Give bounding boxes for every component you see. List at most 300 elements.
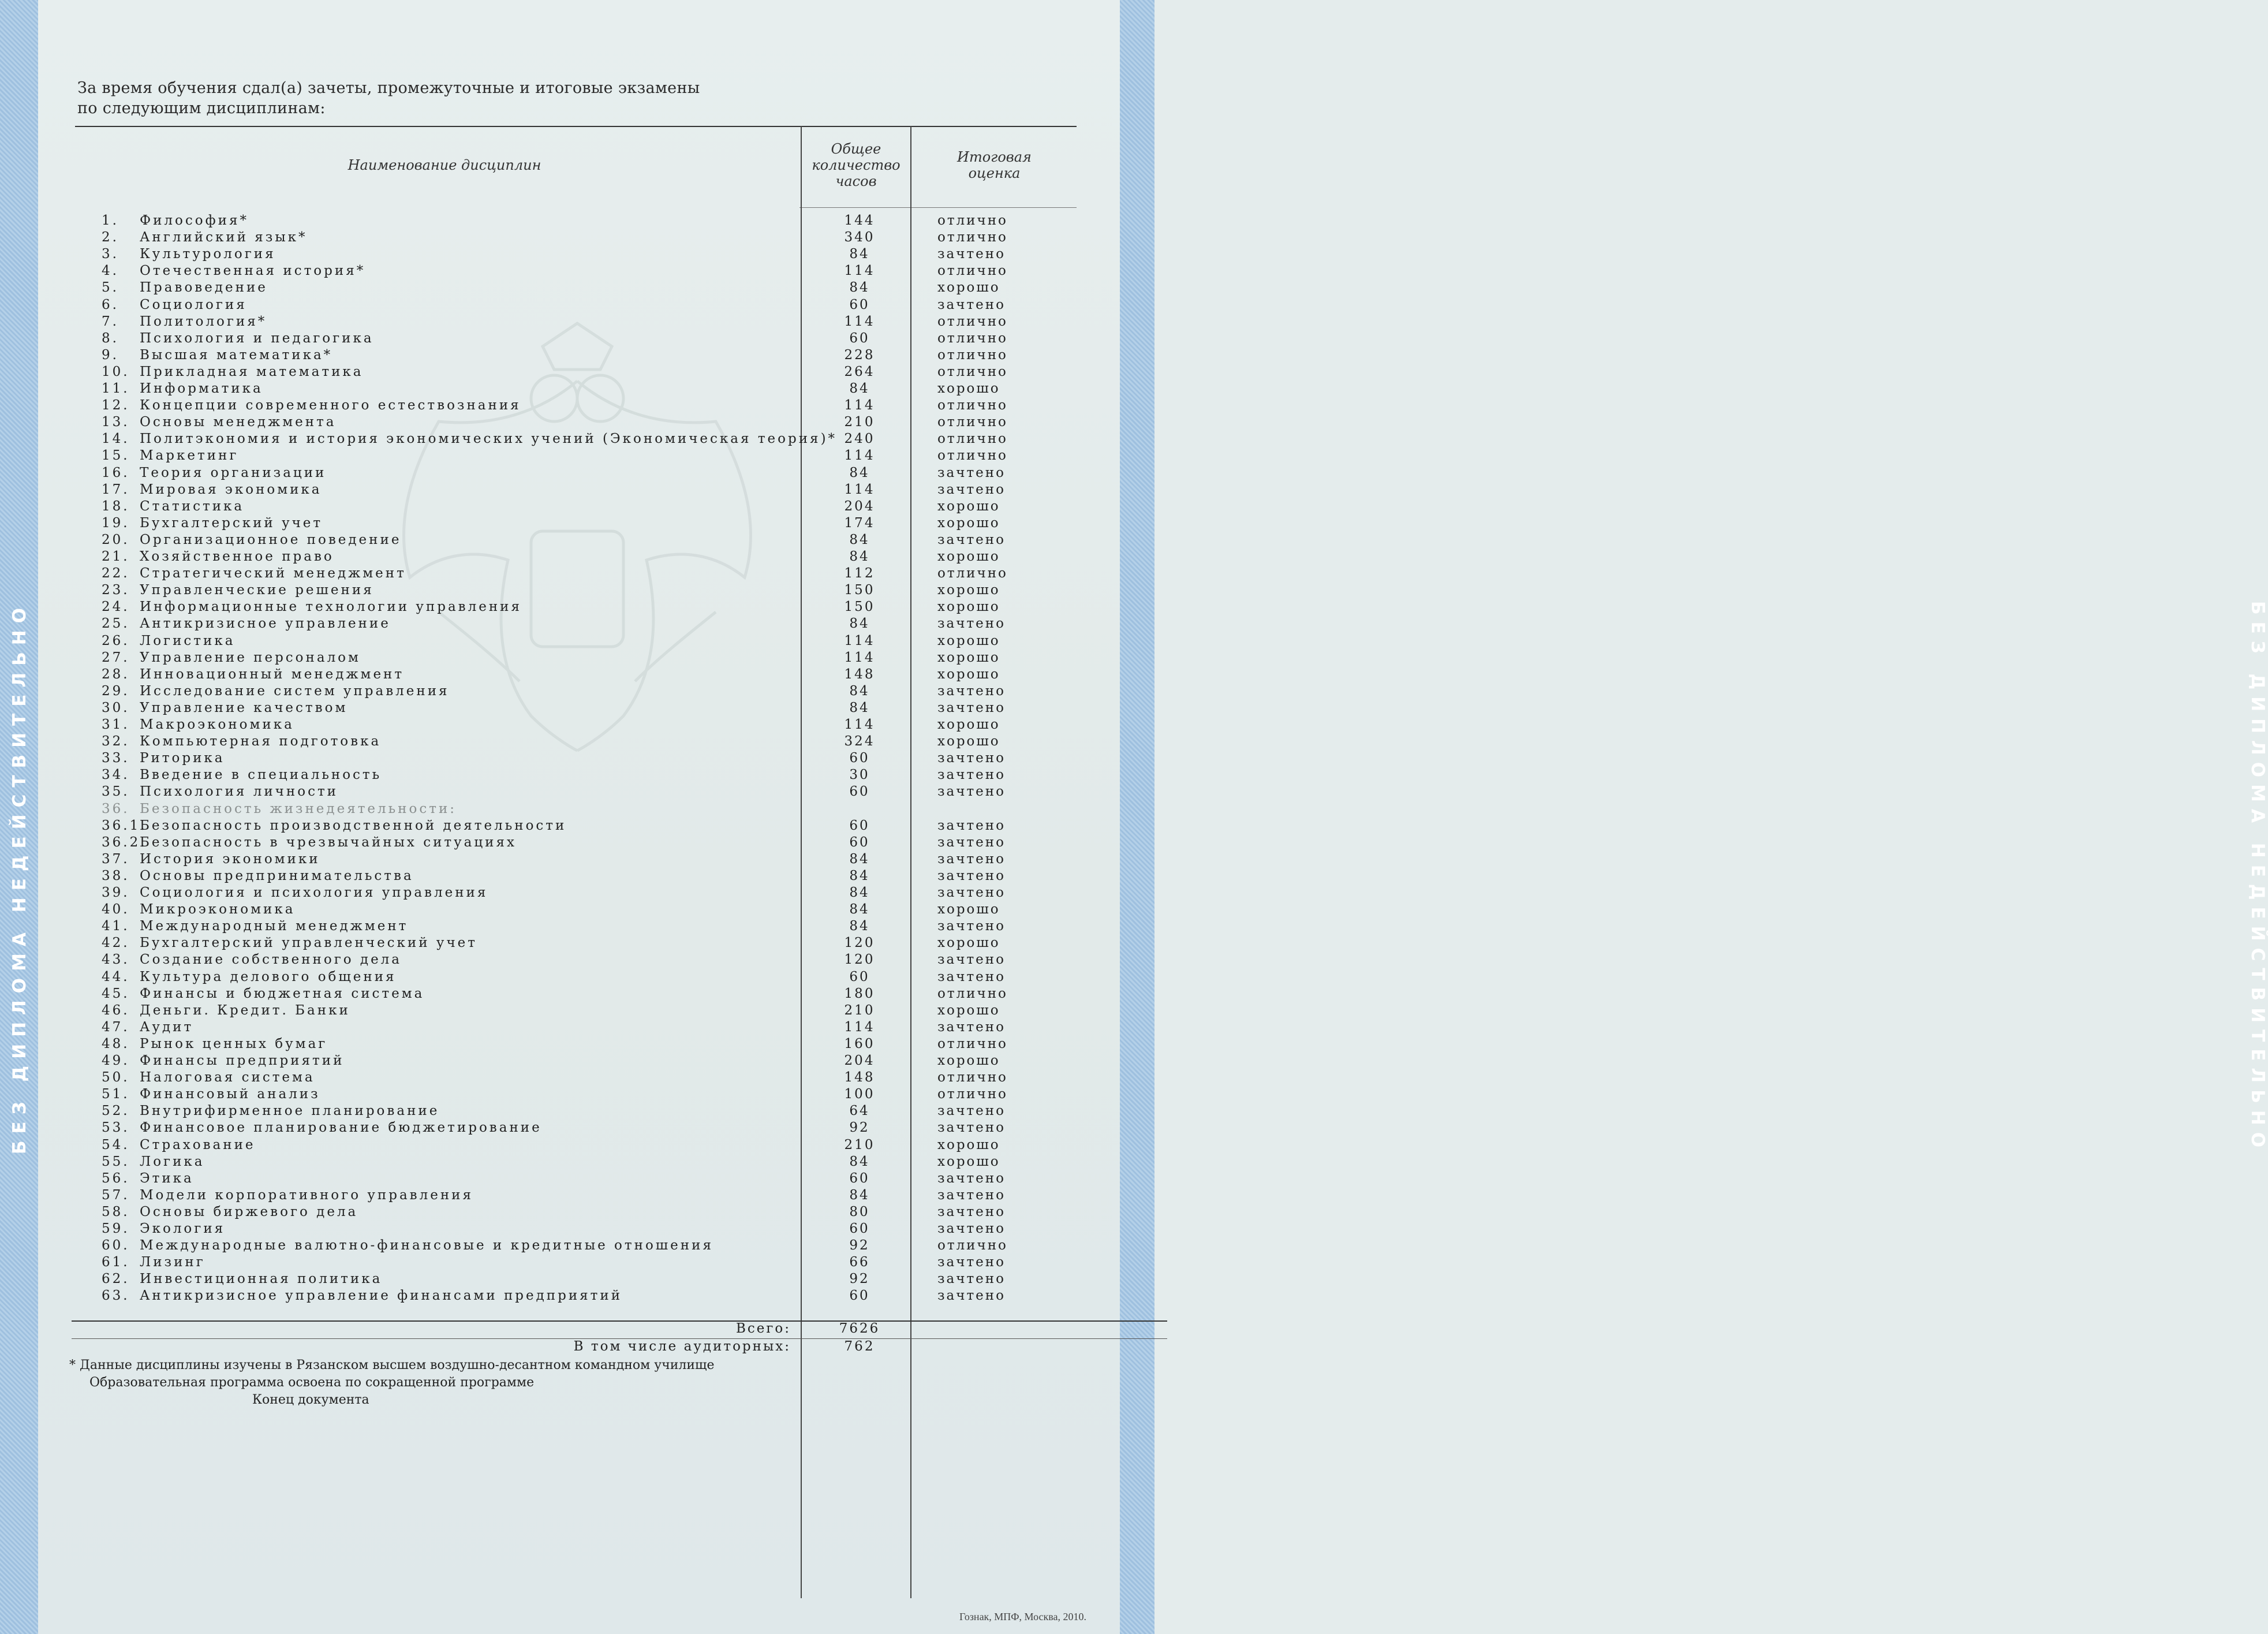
discipline-hours: 60	[849, 297, 870, 312]
discipline-name: Финансы предприятий	[140, 1053, 345, 1068]
discipline-name: Культура делового общения	[140, 969, 397, 984]
discipline-name: Стратегический менеджмент	[140, 566, 406, 581]
discipline-grade: зачтено	[937, 767, 1006, 783]
discipline-name: Макроэкономика	[140, 717, 294, 732]
table-row	[0, 1003, 1154, 1020]
table-row	[0, 280, 1154, 297]
discipline-name: Финансовый анализ	[140, 1087, 320, 1102]
table-row	[0, 700, 1154, 717]
table-row	[0, 1238, 1154, 1255]
row-number: 22.	[102, 566, 130, 581]
discipline-name: Модели корпоративного управления	[140, 1187, 474, 1203]
discipline-grade: зачтено	[937, 297, 1006, 312]
discipline-grade: хорошо	[937, 381, 1000, 396]
discipline-name: Правоведение	[140, 280, 268, 296]
discipline-grade: хорошо	[937, 498, 1000, 514]
discipline-hours: 84	[849, 851, 870, 867]
discipline-hours: 92	[849, 1271, 870, 1287]
discipline-grade: зачтено	[937, 919, 1006, 934]
discipline-hours: 204	[844, 1053, 875, 1068]
discipline-grade: хорошо	[937, 734, 1000, 749]
discipline-hours: 66	[849, 1255, 870, 1270]
discipline-hours: 60	[849, 1170, 870, 1186]
discipline-grade: хорошо	[937, 666, 1000, 682]
table-row	[0, 415, 1154, 431]
printer-imprint: Гознак, МПФ, Москва, 2010.	[959, 1611, 1087, 1622]
row-number: 20.	[102, 532, 130, 547]
discipline-grade: хорошо	[937, 599, 1000, 615]
discipline-grade: отлично	[937, 566, 1008, 581]
row-number: 48.	[102, 1036, 130, 1051]
row-number: 59.	[102, 1221, 130, 1236]
discipline-grade: зачтено	[937, 1120, 1006, 1136]
discipline-hours: 92	[849, 1238, 870, 1254]
row-number: 51.	[102, 1087, 130, 1102]
table-row	[0, 314, 1154, 331]
discipline-grade: зачтено	[937, 1187, 1006, 1203]
table-row	[0, 566, 1154, 583]
table-row	[0, 1070, 1154, 1087]
discipline-name: Создание собственного дела	[140, 952, 402, 968]
discipline-grade: отлично	[937, 431, 1008, 447]
header-grade-line-2: оценка	[968, 165, 1021, 181]
row-number: 10.	[102, 364, 130, 379]
discipline-hours: 340	[844, 230, 875, 245]
row-number: 53.	[102, 1120, 130, 1136]
discipline-hours: 30	[849, 767, 870, 783]
discipline-grade: зачтено	[937, 952, 1006, 968]
table-row	[0, 516, 1154, 532]
table-row	[0, 381, 1154, 398]
row-number: 39.	[102, 885, 130, 900]
discipline-grade: хорошо	[937, 1053, 1000, 1068]
discipline-hours: 240	[844, 431, 875, 447]
row-number: 36.1.	[102, 818, 147, 833]
table-row	[0, 684, 1154, 700]
table-row	[0, 448, 1154, 465]
discipline-hours: 210	[844, 1002, 875, 1018]
discipline-name: Безопасность жизнедеятельности:	[140, 801, 457, 816]
table-row	[0, 1271, 1154, 1288]
discipline-grade: зачтено	[937, 465, 1006, 480]
table-row	[0, 1137, 1154, 1154]
discipline-hours: 114	[844, 314, 875, 329]
intro-line-1: За время обучения сдал(а) зачеты, промежуточные и итоговые экзамены	[77, 79, 700, 97]
table-row	[0, 1288, 1154, 1305]
discipline-grade: зачтено	[937, 1170, 1006, 1186]
discipline-name: Логика	[140, 1154, 205, 1169]
discipline-name: Риторика	[140, 751, 225, 766]
row-number: 23.	[102, 583, 130, 598]
auditory-hours-value: 762	[844, 1339, 875, 1354]
discipline-name: Бухгалтерский управленческий учет	[140, 935, 477, 951]
discipline-grade: зачтено	[937, 616, 1006, 632]
discipline-grade: зачтено	[937, 247, 1006, 262]
table-row	[0, 1120, 1154, 1137]
total-hours-label: Всего:	[735, 1321, 791, 1336]
discipline-hours: 84	[849, 465, 870, 480]
row-number: 31.	[102, 717, 130, 732]
discipline-name: Теория организации	[140, 465, 327, 480]
discipline-name: История экономики	[140, 851, 320, 867]
discipline-name: Финансовое планирование бюджетирование	[140, 1120, 542, 1136]
end-of-document: Конец документа	[252, 1393, 369, 1407]
discipline-hours: 84	[849, 919, 870, 934]
discipline-name: Внутрифирменное планирование	[140, 1103, 440, 1119]
discipline-hours: 174	[844, 515, 875, 531]
discipline-hours: 150	[844, 599, 875, 615]
row-number: 45.	[102, 986, 130, 1001]
discipline-name: Введение в специальность	[140, 767, 382, 783]
discipline-hours: 114	[844, 633, 875, 648]
table-row	[0, 499, 1154, 516]
table-row	[0, 969, 1154, 986]
discipline-name: Политэкономия и история экономических учений (Экономическая теория)*	[140, 431, 838, 447]
discipline-name: Безопасность в чрезвычайных ситуациях	[140, 834, 517, 850]
table-top-rule	[75, 126, 1077, 127]
table-row	[0, 616, 1154, 633]
discipline-grade: отлично	[937, 1036, 1008, 1051]
discipline-hours: 60	[849, 969, 870, 984]
row-number: 12.	[102, 398, 130, 413]
table-row	[0, 549, 1154, 566]
discipline-name: Международный менеджмент	[140, 919, 409, 934]
row-number: 38.	[102, 868, 130, 883]
discipline-hours: 84	[849, 381, 870, 396]
discipline-grade: зачтено	[937, 532, 1006, 547]
discipline-grade: зачтено	[937, 1019, 1006, 1035]
header-bottom-rule	[799, 207, 1077, 208]
table-row	[0, 465, 1154, 482]
discipline-grade: отлично	[937, 415, 1008, 430]
row-number: 33.	[102, 751, 130, 766]
intro-line-2: по следующим дисциплинам:	[77, 99, 326, 117]
discipline-grade: отлично	[937, 330, 1008, 346]
discipline-hours: 112	[844, 566, 875, 581]
row-number: 41.	[102, 919, 130, 934]
discipline-grade: зачтено	[937, 851, 1006, 867]
row-number: 24.	[102, 599, 130, 615]
discipline-name: Английский язык*	[140, 230, 308, 245]
discipline-grade: зачтено	[937, 784, 1006, 800]
discipline-hours: 114	[844, 398, 875, 413]
discipline-grade: отлично	[937, 1238, 1008, 1254]
table-row	[0, 1255, 1154, 1271]
table-row	[0, 818, 1154, 835]
discipline-name: Основы менеджмента	[140, 415, 337, 430]
discipline-hours: 264	[844, 364, 875, 379]
discipline-grade: хорошо	[937, 717, 1000, 732]
discipline-name: Управление качеством	[140, 700, 348, 715]
header-hours-line-3: часов	[835, 173, 877, 189]
discipline-grade: отлично	[937, 347, 1008, 363]
row-number: 57.	[102, 1187, 130, 1203]
discipline-name: Налоговая система	[140, 1070, 315, 1085]
table-row	[0, 717, 1154, 734]
discipline-name: Психология личности	[140, 784, 339, 800]
discipline-name: Информационные технологии управления	[140, 599, 522, 615]
discipline-name: Хозяйственное право	[140, 549, 334, 564]
row-number: 18.	[102, 498, 130, 514]
row-number: 15.	[102, 448, 130, 464]
table-row	[0, 650, 1154, 667]
intro-heading	[77, 78, 700, 118]
discipline-grade: отлично	[937, 213, 1008, 228]
header-total-hours	[802, 141, 910, 189]
discipline-hours: 228	[844, 347, 875, 363]
discipline-hours: 92	[849, 1120, 870, 1136]
row-number: 61.	[102, 1255, 130, 1270]
discipline-hours: 64	[849, 1103, 870, 1119]
table-row	[0, 902, 1154, 919]
row-number: 29.	[102, 683, 130, 699]
discipline-grade: зачтено	[937, 700, 1006, 715]
discipline-hours: 210	[844, 1137, 875, 1152]
table-row	[0, 852, 1154, 868]
discipline-name: Международные валютно-финансовые и кредитные отношения	[140, 1238, 713, 1254]
discipline-name: Концепции современного естествознания	[140, 398, 521, 413]
discipline-name: Рынок ценных бумаг	[140, 1036, 328, 1051]
discipline-hours: 60	[849, 1288, 870, 1304]
table-row	[0, 1171, 1154, 1188]
discipline-name: Информатика	[140, 381, 263, 396]
table-row	[0, 1087, 1154, 1103]
row-number: 34.	[102, 767, 130, 783]
header-hours-line-2: количество	[812, 157, 901, 173]
table-row	[0, 1053, 1154, 1070]
table-row	[0, 348, 1154, 364]
discipline-name: Аудит	[140, 1019, 194, 1035]
discipline-grade: отлично	[937, 448, 1008, 464]
row-number: 44.	[102, 969, 130, 984]
discipline-grade: отлично	[937, 398, 1008, 413]
table-row	[0, 885, 1154, 902]
row-number: 3.	[102, 247, 119, 262]
discipline-hours: 120	[844, 952, 875, 968]
row-number: 49.	[102, 1053, 130, 1068]
row-number: 37.	[102, 851, 130, 867]
discipline-name: Управленческие решения	[140, 583, 374, 598]
discipline-name: Антикризисное управление	[140, 616, 391, 632]
discipline-grade: зачтено	[937, 482, 1006, 497]
row-number: 46.	[102, 1002, 130, 1018]
discipline-name: Исследование систем управления	[140, 683, 450, 699]
discipline-name: Лизинг	[140, 1255, 205, 1270]
discipline-name: Организационное поведение	[140, 532, 402, 547]
discipline-hours: 84	[849, 683, 870, 699]
discipline-name: Логистика	[140, 633, 236, 648]
discipline-grade: зачтено	[937, 818, 1006, 833]
table-row	[0, 364, 1154, 381]
right-watermark-text: БЕЗ ДИПЛОМА НЕДЕЙСТВИТЕЛЬНО	[2247, 600, 2268, 1155]
discipline-grade: хорошо	[937, 280, 1000, 296]
discipline-grade: зачтено	[937, 1255, 1006, 1270]
table-row	[0, 1103, 1154, 1120]
header-grade-line-1: Итоговая	[957, 149, 1032, 165]
table-row	[0, 935, 1154, 952]
discipline-hours: 100	[844, 1087, 875, 1102]
row-number: 13.	[102, 415, 130, 430]
row-number: 8.	[102, 330, 119, 346]
table-row	[0, 1036, 1154, 1053]
header-final-grade	[912, 149, 1077, 181]
row-number: 19.	[102, 515, 130, 531]
discipline-name: Деньги. Кредит. Банки	[140, 1002, 350, 1018]
discipline-grade: хорошо	[937, 515, 1000, 531]
row-number: 9.	[102, 347, 119, 363]
discipline-name: Прикладная математика	[140, 364, 364, 379]
discipline-hours: 148	[844, 1070, 875, 1085]
row-number: 35.	[102, 784, 130, 800]
row-number: 52.	[102, 1103, 130, 1119]
table-row	[0, 801, 1154, 818]
discipline-name: Отечественная история*	[140, 263, 366, 279]
row-number: 56.	[102, 1170, 130, 1186]
discipline-hours: 60	[849, 834, 870, 850]
footnote-text: * Данные дисциплины изучены в Рязанском высшем воздушно-десантном командном училище	[69, 1358, 715, 1372]
discipline-grade: зачтено	[937, 1288, 1006, 1304]
discipline-name: Социология	[140, 297, 247, 312]
discipline-name: Основы предпринимательства	[140, 868, 414, 883]
discipline-grade: хорошо	[937, 1137, 1000, 1152]
discipline-hours: 114	[844, 263, 875, 279]
discipline-hours: 114	[844, 482, 875, 497]
discipline-name: Управление персоналом	[140, 650, 361, 665]
table-row	[0, 734, 1154, 751]
discipline-hours: 180	[844, 986, 875, 1001]
discipline-grade: хорошо	[937, 650, 1000, 665]
discipline-grade: зачтено	[937, 868, 1006, 883]
table-row	[0, 331, 1154, 348]
row-number: 1.	[102, 213, 119, 228]
discipline-grade: зачтено	[937, 751, 1006, 766]
discipline-grade: отлично	[937, 364, 1008, 379]
discipline-grade: отлично	[937, 263, 1008, 279]
discipline-grade: зачтено	[937, 1204, 1006, 1219]
discipline-hours: 84	[849, 549, 870, 564]
discipline-grade: зачтено	[937, 885, 1006, 900]
discipline-hours: 210	[844, 415, 875, 430]
discipline-hours: 60	[849, 1221, 870, 1236]
discipline-hours: 204	[844, 498, 875, 514]
discipline-hours: 84	[849, 868, 870, 883]
discipline-hours: 324	[844, 734, 875, 749]
table-row	[0, 1188, 1154, 1204]
row-number: 6.	[102, 297, 119, 312]
discipline-grade: хорошо	[937, 902, 1000, 917]
row-number: 60.	[102, 1238, 130, 1254]
row-number: 26.	[102, 633, 130, 648]
discipline-hours: 114	[844, 650, 875, 665]
table-row	[0, 431, 1154, 448]
table-row	[0, 1020, 1154, 1036]
discipline-hours: 120	[844, 935, 875, 951]
table-row	[0, 583, 1154, 599]
row-number: 21.	[102, 549, 130, 564]
row-number: 4.	[102, 263, 119, 279]
discipline-hours: 144	[844, 213, 875, 228]
table-row	[0, 263, 1154, 280]
row-number: 54.	[102, 1137, 130, 1152]
discipline-name: Экология	[140, 1221, 226, 1236]
row-number: 47.	[102, 1019, 130, 1035]
discipline-hours: 148	[844, 666, 875, 682]
row-number: 36.	[102, 801, 130, 816]
discipline-name: Высшая математика*	[140, 347, 333, 363]
discipline-name: Финансы и бюджетная система	[140, 986, 425, 1001]
row-number: 36.2.	[102, 834, 147, 850]
table-row	[0, 667, 1154, 684]
table-row	[0, 952, 1154, 969]
discipline-hours: 84	[849, 280, 870, 296]
discipline-name: Политология*	[140, 314, 267, 329]
discipline-grade: зачтено	[937, 834, 1006, 850]
table-row	[0, 919, 1154, 935]
discipline-hours: 84	[849, 532, 870, 547]
table-row	[0, 247, 1154, 263]
row-number: 17.	[102, 482, 130, 497]
discipline-grade: хорошо	[937, 549, 1000, 564]
discipline-grade: отлично	[937, 1070, 1008, 1085]
row-number: 42.	[102, 935, 130, 951]
row-number: 5.	[102, 280, 119, 296]
row-number: 40.	[102, 902, 130, 917]
discipline-hours: 150	[844, 583, 875, 598]
row-number: 25.	[102, 616, 130, 632]
discipline-hours: 60	[849, 818, 870, 833]
discipline-hours: 80	[849, 1204, 870, 1219]
discipline-name: Компьютерная подготовка	[140, 734, 382, 749]
discipline-hours: 84	[849, 902, 870, 917]
discipline-grade: хорошо	[937, 1154, 1000, 1169]
header-discipline-name	[242, 157, 647, 173]
discipline-hours: 84	[849, 247, 870, 262]
discipline-grade: хорошо	[937, 633, 1000, 648]
discipline-grade: отлично	[937, 314, 1008, 329]
discipline-hours: 84	[849, 1187, 870, 1203]
discipline-name: Статистика	[140, 498, 245, 514]
table-row	[0, 213, 1154, 230]
discipline-grade: отлично	[937, 1087, 1008, 1102]
row-number: 30.	[102, 700, 130, 715]
table-row	[0, 297, 1154, 314]
discipline-hours: 114	[844, 717, 875, 732]
table-row	[0, 482, 1154, 499]
row-number: 62.	[102, 1271, 130, 1287]
discipline-hours: 114	[844, 448, 875, 464]
table-row	[0, 1221, 1154, 1238]
table-row	[0, 633, 1154, 650]
discipline-hours: 84	[849, 1154, 870, 1169]
table-row	[0, 835, 1154, 852]
discipline-name: Страхование	[140, 1137, 256, 1152]
row-number: 32.	[102, 734, 130, 749]
row-number: 28.	[102, 666, 130, 682]
table-row	[0, 784, 1154, 801]
row-number: 11.	[102, 381, 130, 396]
table-row	[0, 1204, 1154, 1221]
table-row	[0, 532, 1154, 549]
discipline-grade: хорошо	[937, 1002, 1000, 1018]
program-note: Образовательная программа освоена по сокращенной программе	[89, 1375, 535, 1390]
header-discipline-label: Наименование дисциплин	[348, 157, 541, 173]
table-row	[0, 1154, 1154, 1171]
discipline-hours: 60	[849, 751, 870, 766]
discipline-name: Социология и психология управления	[140, 885, 488, 900]
discipline-grade: зачтено	[937, 1221, 1006, 1236]
discipline-name: Инвестиционная политика	[140, 1271, 383, 1287]
discipline-hours: 60	[849, 784, 870, 800]
